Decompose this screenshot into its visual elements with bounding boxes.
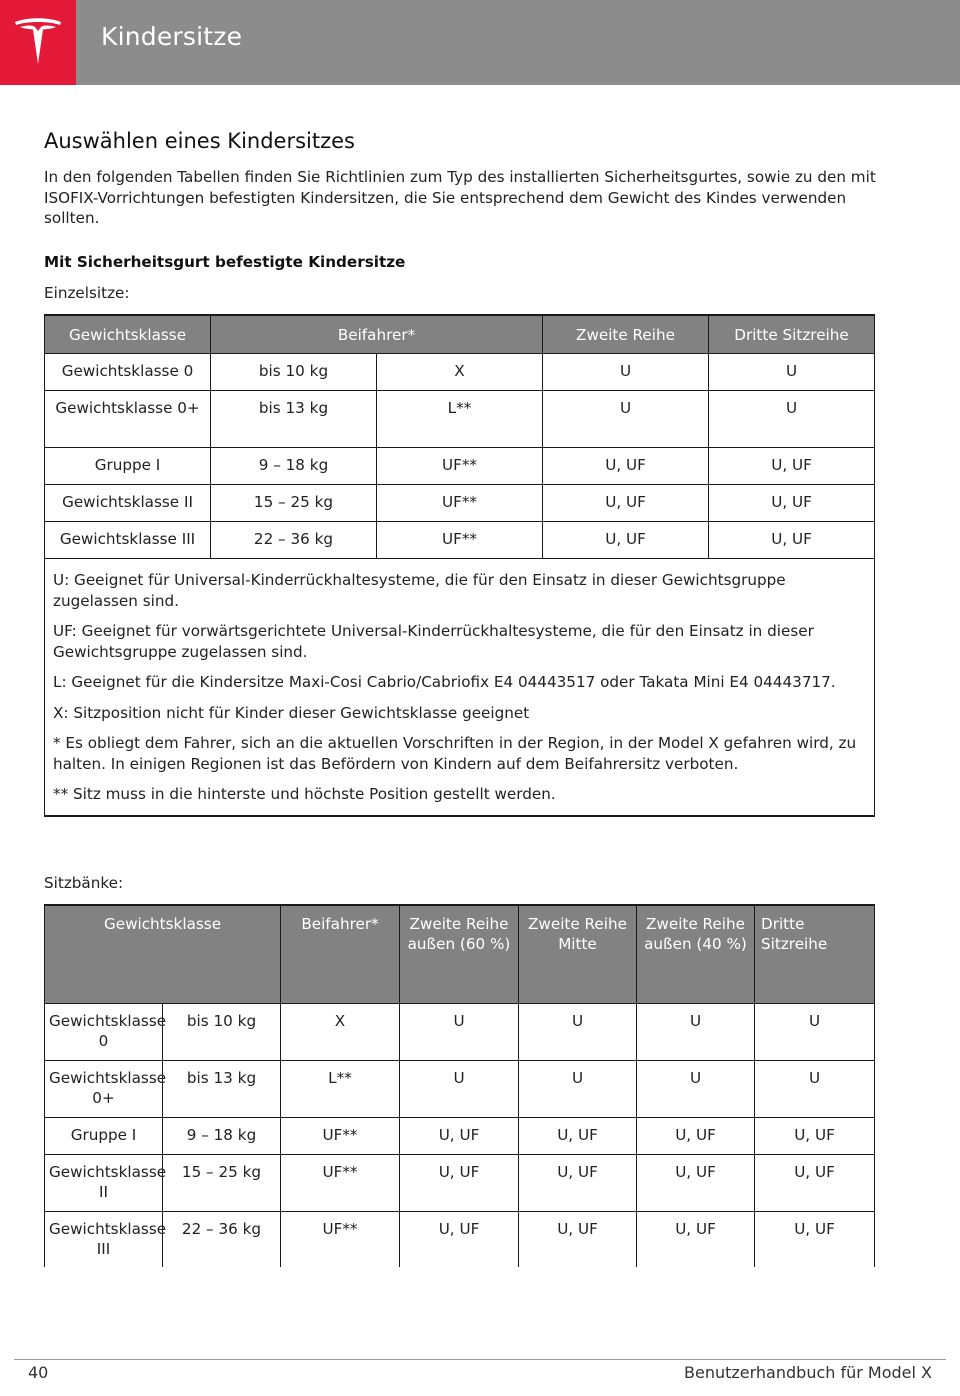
note-l: L: Geeignet für die Kindersitze Maxi-Cosi Cabrio/Cabriofix E4 04443517 oder Takata Mini E4 04443717.	[53, 673, 836, 691]
table-cell: U, UF	[400, 1118, 519, 1155]
table-cell: U, UF	[755, 1155, 875, 1212]
table-row	[45, 1212, 875, 1268]
table-cell: Gewichtsklasse III	[45, 1212, 163, 1268]
table-cell: UF**	[377, 485, 543, 522]
table-row	[45, 354, 875, 391]
single-seats-label: Einzelsitze:	[44, 284, 130, 302]
bench-seats-label: Sitzbänke:	[44, 874, 124, 892]
table-cell: U	[519, 1004, 637, 1061]
table-cell: 22 – 36 kg	[211, 522, 377, 559]
column-header: Dritte Sitzreihe	[709, 315, 875, 354]
table-cell: U, UF	[709, 522, 875, 559]
table-cell: U, UF	[709, 485, 875, 522]
table-cell: 9 – 18 kg	[211, 448, 377, 485]
column-header: Zweite Reihe außen (40 %)	[637, 905, 755, 1004]
table-cell: Gruppe I	[45, 448, 211, 485]
table-cell: Gewichtsklasse 0	[45, 354, 211, 391]
table-row	[45, 522, 875, 559]
legend-notes	[45, 559, 875, 816]
table-row	[45, 485, 875, 522]
table-cell: L**	[281, 1061, 400, 1118]
table-cell: U, UF	[637, 1155, 755, 1212]
table-cell: U, UF	[543, 448, 709, 485]
logo-box	[0, 0, 76, 85]
table-cell: L**	[377, 391, 543, 448]
table-row	[45, 1155, 875, 1212]
table-row	[45, 1004, 875, 1061]
table-cell: U, UF	[400, 1155, 519, 1212]
note-asterisk: * Es obliegt dem Fahrer, sich an die aktuellen Vorschriften in der Region, in der Model X gefahren wird, zu halten. In einigen Regionen ist das Befördern von Kindern auf dem Beifahrersitz verboten.	[53, 734, 857, 773]
table-cell: U	[400, 1061, 519, 1118]
table-cell: U, UF	[637, 1118, 755, 1155]
table-cell: U	[755, 1061, 875, 1118]
manual-title: Benutzerhandbuch für Model X	[684, 1363, 932, 1382]
table-cell: Gewichtsklasse 0	[45, 1004, 163, 1061]
table-cell: U	[637, 1004, 755, 1061]
column-header: Gewichtsklasse	[45, 905, 281, 1004]
header-title: Kindersitze	[101, 22, 243, 51]
table-cell: U	[755, 1004, 875, 1061]
table-row	[45, 448, 875, 485]
table-header-row	[45, 315, 875, 354]
table-cell: U	[543, 354, 709, 391]
table-cell: X	[377, 354, 543, 391]
single-seats-table	[44, 314, 875, 817]
subsection-heading: Mit Sicherheitsgurt befestigte Kindersitze	[44, 253, 406, 271]
table-cell: UF**	[281, 1118, 400, 1155]
table-cell: U, UF	[519, 1155, 637, 1212]
table-cell: U, UF	[543, 522, 709, 559]
legend-row	[45, 559, 875, 816]
table-cell: UF**	[281, 1155, 400, 1212]
table-cell: bis 13 kg	[211, 391, 377, 448]
note-u: U: Geeignet für Universal-Kinderrückhaltesysteme, die für den Einsatz in dieser Gewichtsgruppe zugelassen sind.	[53, 571, 786, 610]
table-cell: bis 10 kg	[163, 1004, 281, 1061]
column-header: Zweite Reihe	[543, 315, 709, 354]
table-cell: 15 – 25 kg	[211, 485, 377, 522]
column-header: Beifahrer*	[281, 905, 400, 1004]
table-cell: U, UF	[755, 1212, 875, 1268]
page-header	[0, 0, 960, 85]
table-cell: UF**	[377, 448, 543, 485]
table-cell: Gewichtsklasse III	[45, 522, 211, 559]
table-cell: Gewichtsklasse II	[45, 1155, 163, 1212]
section-heading: Auswählen eines Kindersitzes	[44, 129, 356, 153]
note-x: X: Sitzposition nicht für Kinder dieser Gewichtsklasse geeignet	[53, 703, 530, 722]
table-cell: U, UF	[543, 485, 709, 522]
column-header: Dritte Sitzreihe	[755, 905, 875, 1004]
tesla-logo-icon	[12, 16, 64, 68]
table-cell: bis 10 kg	[211, 354, 377, 391]
table-cell: Gewichtsklasse 0+	[45, 1061, 163, 1118]
intro-paragraph: In den folgenden Tabellen finden Sie Richtlinien zum Typ des installierten Sicherheitsgurtes, sowie zu den mit ISOFIX-Vorrichtungen befestigten Kindersitzen, die Sie entsprechend dem Gewicht des Kindes verwenden sollten.	[44, 168, 876, 227]
column-header: Zweite Reihe außen (60 %)	[400, 905, 519, 1004]
table-header-row	[45, 905, 875, 1004]
table-row	[45, 391, 875, 448]
table-cell: U	[400, 1004, 519, 1061]
table-cell: 9 – 18 kg	[163, 1118, 281, 1155]
table-cell: U, UF	[519, 1212, 637, 1268]
table-cell: U	[519, 1061, 637, 1118]
table-cell: U, UF	[519, 1118, 637, 1155]
column-header: Gewichtsklasse	[45, 315, 211, 354]
footer-divider	[14, 1359, 946, 1360]
table-cell: U, UF	[400, 1212, 519, 1268]
table-cell: Gruppe I	[45, 1118, 163, 1155]
table-cell: X	[281, 1004, 400, 1061]
table-cell: Gewichtsklasse II	[45, 485, 211, 522]
table-cell: U	[709, 391, 875, 448]
table-cell: UF**	[377, 522, 543, 559]
table-cell: U	[709, 354, 875, 391]
bench-seats-table	[44, 904, 875, 1267]
table-cell: U, UF	[637, 1212, 755, 1268]
table-cell: bis 13 kg	[163, 1061, 281, 1118]
table-cell: UF**	[281, 1212, 400, 1268]
table-cell: 15 – 25 kg	[163, 1155, 281, 1212]
table-cell: U, UF	[755, 1118, 875, 1155]
table-cell: U	[543, 391, 709, 448]
table-cell: U, UF	[709, 448, 875, 485]
table-row	[45, 1118, 875, 1155]
table-cell: U	[637, 1061, 755, 1118]
column-header: Beifahrer*	[211, 315, 543, 354]
page-number: 40	[28, 1363, 49, 1382]
table-row	[45, 1061, 875, 1118]
table-cell: Gewichtsklasse 0+	[45, 391, 211, 448]
note-uf: UF: Geeignet für vorwärtsgerichtete Universal-Kinderrückhaltesysteme, die für den Einsatz in dieser Gewichtsgruppe zugelassen sind.	[53, 622, 814, 661]
table-cell: 22 – 36 kg	[163, 1212, 281, 1268]
note-double-asterisk: ** Sitz muss in die hinterste und höchste Position gestellt werden.	[53, 785, 556, 803]
column-header: Zweite Reihe Mitte	[519, 905, 637, 1004]
